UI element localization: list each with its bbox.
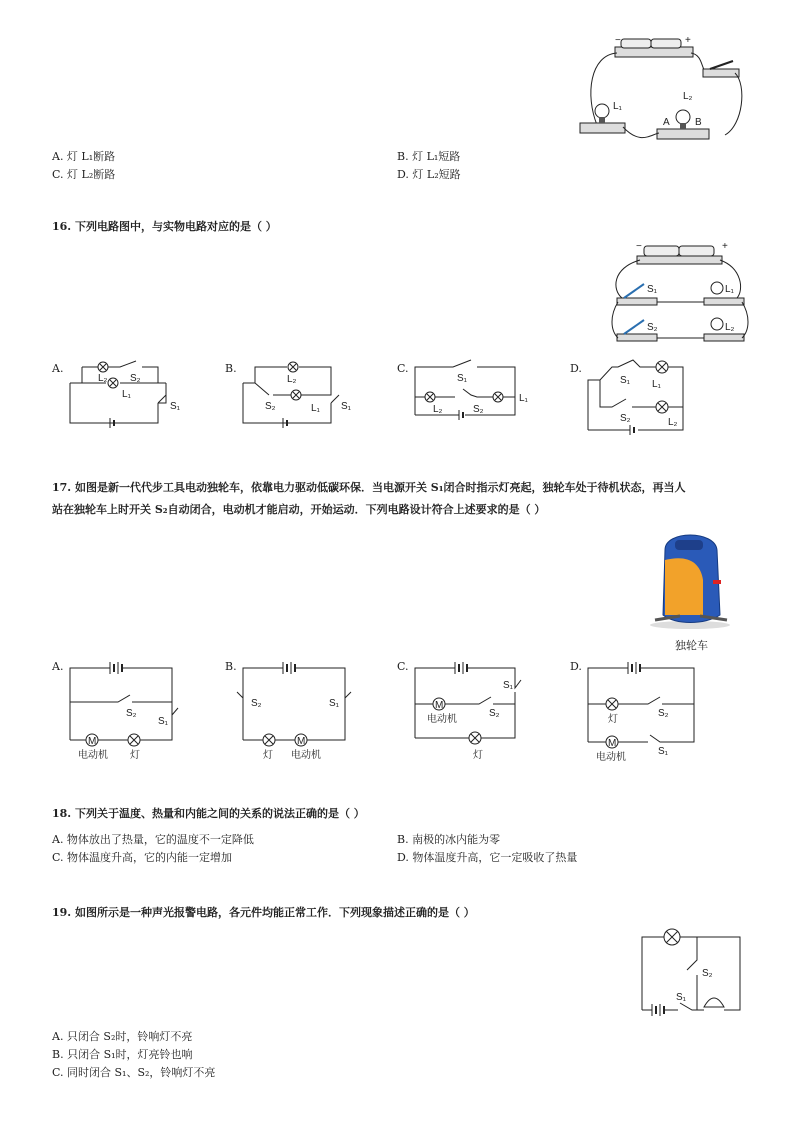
q18-option-d[interactable]: D. 物体温度升高，它一定吸收了热量 (397, 851, 578, 864)
q15-l1-label: L₁ (613, 101, 622, 112)
q16d-l2: L₂ (668, 417, 678, 428)
q16-fig-s1-label: S₁ (647, 284, 658, 295)
q17-option-a[interactable]: A. (52, 660, 64, 673)
q16d-l1: L₁ (652, 379, 661, 390)
q15-option-b[interactable]: B. 灯 L₁短路 (397, 150, 461, 163)
q16-option-a[interactable]: A. (52, 362, 64, 375)
q18-option-a[interactable]: A. 物体放出了热量，它的温度不一定降低 (52, 833, 254, 846)
q17-title (52, 477, 742, 521)
q17-option-c[interactable]: C. (397, 660, 409, 673)
q16-circuit-d (588, 355, 708, 435)
q17c-lamp: 灯 (473, 750, 483, 761)
q17c-s2: S₂ (489, 708, 500, 719)
q18-title: 18. 下列关于温度、热量和内能之间的关系的说法正确的是（ ） (52, 807, 365, 820)
q15-minus-label: − (615, 35, 621, 46)
q19-option-c[interactable]: C. 同时闭合 S₁、S₂，铃响灯不亮 (52, 1066, 216, 1079)
q17-option-d[interactable]: D. (570, 660, 582, 673)
q15-physical-circuit-figure (575, 35, 745, 150)
q16d-s1: S₁ (620, 375, 631, 386)
q17c-motor: 电动机 (427, 714, 457, 725)
q16b-s1: S₁ (341, 401, 352, 412)
q17d-m: M (608, 738, 617, 749)
q16-circuit-b (243, 355, 363, 425)
q17-title-line1: 17. 如图是新一代代步工具电动独轮车，依靠电力驱动低碳环保．当电源开关 S₁闭合时指示灯亮起，独轮车处于待机状态，再当人 (52, 481, 686, 494)
q15-option-c[interactable]: C. 灯 L₂断路 (52, 168, 116, 181)
q17b-motor: 电动机 (291, 750, 321, 761)
q17a-m: M (88, 736, 97, 747)
q19-alarm-circuit (642, 925, 747, 1020)
q15-plus-label: + (685, 35, 691, 46)
q17a-motor: 电动机 (78, 750, 108, 761)
q17b-s1: S₁ (329, 698, 340, 709)
q17-circuit-a (70, 660, 190, 760)
q17d-motor: 电动机 (596, 752, 626, 763)
q16b-l1: L₁ (311, 403, 320, 414)
q17d-s2: S₂ (658, 708, 669, 719)
q16a-l2: L₂ (98, 373, 108, 384)
q16a-s1: S₁ (170, 401, 181, 412)
q16-fig-s2-label: S₂ (647, 322, 658, 333)
q19-title: 19. 如图所示是一种声光报警电路，各元件均能正常工作．下列现象描述正确的是（ ） (52, 906, 475, 919)
q17a-s2: S₂ (126, 708, 137, 719)
q19-s2-label: S₂ (702, 968, 713, 979)
q16-physical-circuit-figure (612, 240, 747, 352)
unicycle-caption: 独轮车 (675, 640, 708, 652)
q15-option-d[interactable]: D. 灯 L₂短路 (397, 168, 461, 181)
q17a-lamp: 灯 (130, 750, 140, 761)
unicycle-image (645, 520, 735, 630)
q17-title-line2: 站在独轮车上时开关 S₂自动闭合，电动机才能启动，开始运动．下列电路设计符合上述要求的是（ ） (52, 503, 546, 516)
q16d-s2: S₂ (620, 413, 631, 424)
q16b-s2: S₂ (265, 401, 276, 412)
q16a-s2: S₂ (130, 373, 141, 384)
q16-circuit-c (415, 355, 535, 425)
q15-point-a: A (663, 117, 670, 128)
q19-s1-label: S₁ (676, 992, 687, 1003)
q17-option-b[interactable]: B. (225, 660, 237, 673)
q19-option-a[interactable]: A. 只闭合 S₂时，铃响灯不亮 (52, 1030, 193, 1043)
q16a-l1: L₁ (122, 389, 131, 400)
q17-circuit-b (243, 660, 363, 760)
q16-circuit-a (70, 355, 190, 425)
q17d-s1: S₁ (658, 746, 669, 757)
q17c-m: M (435, 700, 444, 711)
q18-option-b[interactable]: B. 南极的冰内能为零 (397, 833, 501, 846)
q16-minus-label: − (636, 241, 642, 252)
q16c-l1: L₁ (519, 393, 528, 404)
q16b-l2: L₂ (287, 374, 297, 385)
q17b-lamp: 灯 (263, 750, 273, 761)
q15-l2-label: L₂ (683, 91, 693, 102)
q17-circuit-d (588, 660, 708, 763)
q16-plus-label: + (722, 241, 728, 252)
q18-option-c[interactable]: C. 物体温度升高，它的内能一定增加 (52, 851, 233, 864)
q16c-s2: S₂ (473, 404, 484, 415)
q17-circuit-c (415, 660, 535, 760)
q17c-s1: S₁ (503, 680, 514, 691)
q17a-s1: S₁ (158, 716, 169, 727)
q15-point-b: B (695, 117, 702, 128)
q16-option-d[interactable]: D. (570, 362, 582, 375)
q16-title: 16. 下列电路图中，与实物电路对应的是（ ） (52, 220, 277, 233)
q17b-m: M (297, 736, 306, 747)
q17d-lamp: 灯 (608, 714, 618, 725)
q16-fig-l1-label: L₁ (725, 284, 734, 295)
q19-option-b[interactable]: B. 只闭合 S₁时，灯亮铃也响 (52, 1048, 193, 1061)
q16c-s1: S₁ (457, 373, 468, 384)
q17b-s2: S₂ (251, 698, 262, 709)
q15-option-a[interactable]: A. 灯 L₁断路 (52, 150, 116, 163)
q16-option-b[interactable]: B. (225, 362, 237, 375)
q16c-l2: L₂ (433, 404, 443, 415)
q16-fig-l2-label: L₂ (725, 322, 735, 333)
q16-option-c[interactable]: C. (397, 362, 409, 375)
